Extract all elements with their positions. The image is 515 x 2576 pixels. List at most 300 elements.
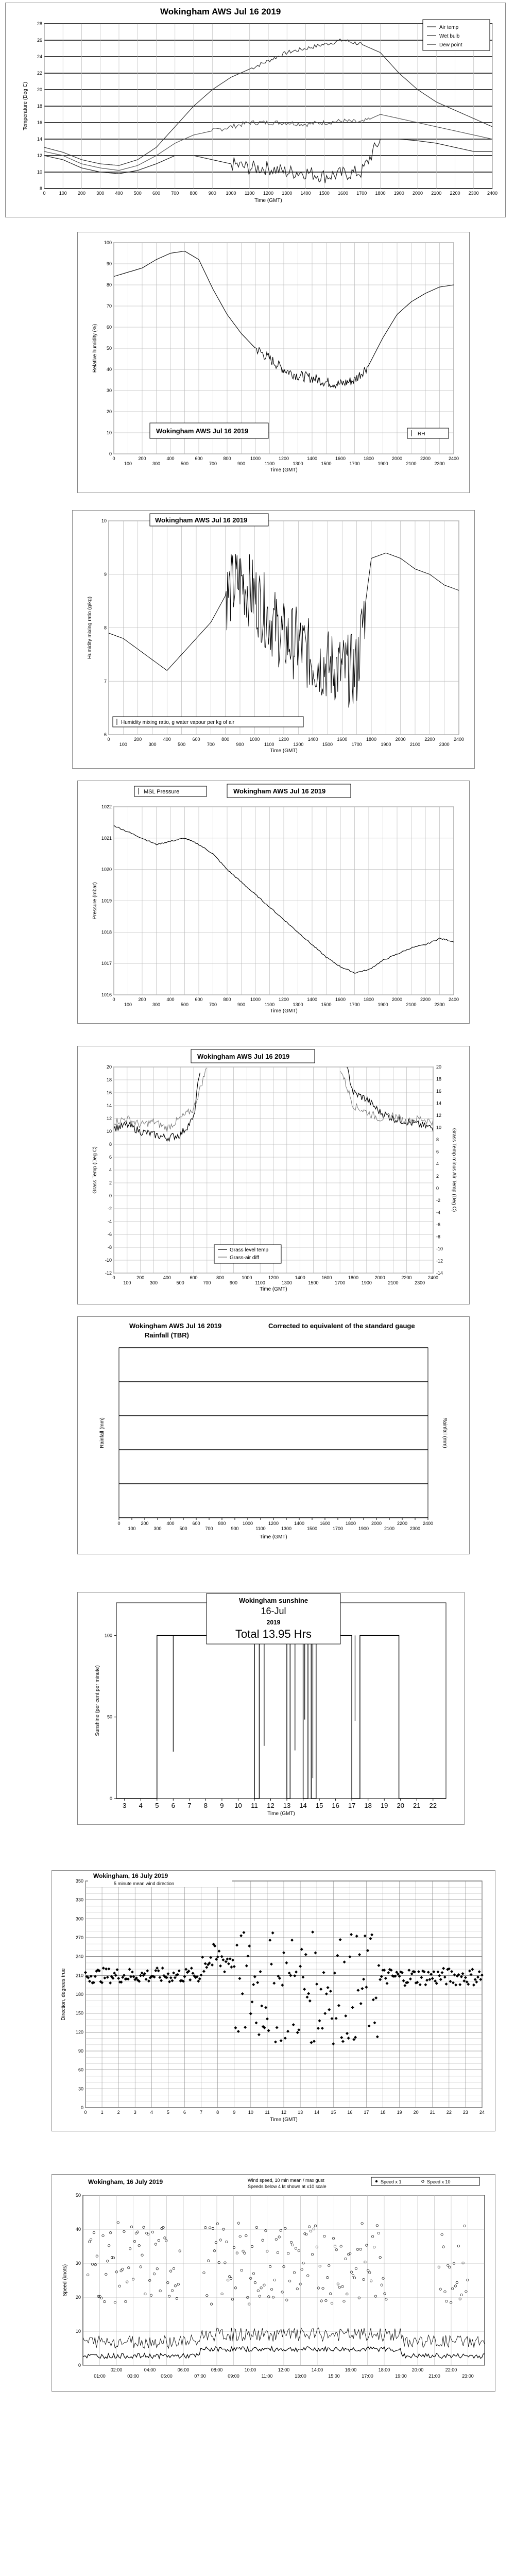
x-tick-label: 1400	[295, 1275, 305, 1280]
x-tick-label: 600	[190, 1275, 198, 1280]
y-tick-label: 0	[78, 2363, 81, 2368]
x-tick-label: 700	[209, 1002, 217, 1007]
y-axis-label: Humidity mixing ratio (g/kg)	[87, 596, 93, 659]
x-tick-label: 1300	[282, 191, 293, 196]
x-tick-label: 3	[133, 2110, 136, 2115]
x-tick-label: 1200	[278, 997, 289, 1002]
y2-tick-label: 18	[436, 1076, 442, 1082]
x-tick-label: 600	[192, 1521, 200, 1526]
y-tick-label: 12	[106, 1116, 112, 1121]
x-tick-label: 22:00	[445, 2367, 457, 2372]
x-tick-label: 1800	[348, 1275, 359, 1280]
x-tick-label: 1200	[278, 456, 289, 461]
y-tick-label: 0	[109, 1193, 112, 1198]
legend	[423, 20, 490, 50]
x-tick-label: 1700	[349, 461, 360, 466]
x-tick-label: 15:00	[328, 2374, 340, 2379]
x-tick-label: 20	[413, 2110, 419, 2115]
chart-title: Wokingham, 16 July 2019	[88, 2178, 163, 2185]
y-tick-label: 20	[37, 87, 42, 92]
x-tick-label: 800	[190, 191, 198, 196]
y2-tick-label: -14	[436, 1270, 443, 1276]
legend-entry: RH	[418, 431, 425, 437]
y2-tick-label: 2	[436, 1173, 439, 1179]
x-tick-label: 1100	[245, 191, 255, 196]
x-tick-label: 0	[112, 997, 115, 1002]
y2-axis-label: Rainfall (mm)	[442, 1417, 448, 1448]
sunshine-chart-panel	[77, 1592, 465, 1825]
y-tick-label: 330	[75, 1897, 83, 1903]
x-tick-label: 10	[248, 2110, 253, 2115]
y-tick-label: 180	[75, 1992, 83, 1997]
x-tick-label: 100	[124, 461, 132, 466]
x-tick-label: 600	[195, 456, 203, 461]
x-tick-label: 1400	[307, 737, 318, 742]
x-tick-label: 1000	[249, 737, 260, 742]
legend-entry: Humidity mixing ratio, g water vapour per kg of air	[121, 720, 235, 725]
y-axis-label: Pressure (mbar)	[92, 882, 98, 920]
x-tick-label: 2200	[401, 1275, 412, 1280]
x-tick-label: 18	[364, 1802, 372, 1809]
wind-speed-chart-panel	[52, 2174, 495, 2392]
y-tick-label: 7	[104, 679, 107, 684]
y-tick-label: 270	[75, 1935, 83, 1940]
x-tick-label: 1600	[337, 737, 348, 742]
x-tick-label: 1600	[337, 191, 349, 196]
legend-swatch	[375, 2180, 377, 2182]
x-tick-label: 10	[234, 1802, 242, 1809]
x-tick-label: 0	[43, 191, 46, 196]
x-tick-label: 1200	[263, 191, 274, 196]
x-tick-label: 20	[397, 1802, 404, 1809]
x-tick-label: 4	[150, 2110, 153, 2115]
y-tick-label: 70	[106, 303, 112, 309]
y-tick-label: 10	[37, 170, 42, 175]
rainfall-chart	[78, 1317, 469, 1554]
y-tick-label: 40	[106, 367, 112, 372]
pressure-chart	[78, 781, 469, 1023]
mixing-ratio-chart	[73, 511, 474, 768]
temperature-chart-panel	[5, 3, 506, 217]
y2-axis-label: Grass Temp minus Air Temp (Deg C)	[451, 1128, 457, 1212]
chart-title: Wokingham, 16 July 2019	[93, 1872, 168, 1879]
x-tick-label: 1300	[293, 742, 304, 747]
y-tick-label: 14	[106, 1103, 112, 1108]
y2-tick-label: 8	[436, 1137, 439, 1143]
x-tick-label: 1000	[250, 997, 261, 1002]
x-tick-label: 1900	[361, 1280, 372, 1285]
x-tick-label: 1100	[255, 1280, 265, 1285]
x-tick-label: 2400	[427, 1275, 439, 1280]
x-tick-label: 700	[203, 1280, 211, 1285]
x-tick-label: 2000	[391, 997, 403, 1002]
y-tick-label: 18	[37, 104, 42, 109]
x-tick-label: 100	[123, 1280, 131, 1285]
chart-title: Wokingham sunshine	[238, 1597, 308, 1604]
x-tick-label: 1500	[308, 1280, 319, 1285]
x-tick-label: 13	[283, 1802, 291, 1809]
x-tick-label: 12	[267, 1802, 274, 1809]
x-tick-label: 800	[216, 1275, 225, 1280]
x-tick-label: 1600	[321, 1275, 332, 1280]
x-tick-label: 1900	[393, 191, 404, 196]
x-tick-label: 6	[183, 2110, 186, 2115]
x-tick-label: 2200	[397, 1521, 408, 1526]
x-tick-label: 21:00	[428, 2374, 440, 2379]
x-tick-label: 16	[347, 2110, 353, 2115]
x-axis-label: Time (GMT)	[267, 1811, 295, 1817]
x-axis-label: Time (GMT)	[270, 748, 298, 754]
y2-tick-label: 6	[436, 1149, 439, 1155]
y-axis-label: Direction, degrees true	[61, 1968, 66, 2021]
x-tick-label: 300	[152, 1002, 161, 1007]
legend-entry: Grass level temp	[230, 1247, 269, 1253]
y2-tick-label: 16	[436, 1089, 442, 1094]
x-tick-label: 1400	[294, 1521, 305, 1526]
x-tick-label: 14	[314, 2110, 320, 2115]
x-tick-label: 2	[117, 2110, 120, 2115]
x-tick-label: 1300	[281, 1526, 292, 1531]
x-tick-label: 300	[149, 1280, 158, 1285]
y-tick-label: 210	[75, 1973, 83, 1978]
x-tick-label: 1700	[349, 1002, 360, 1007]
x-tick-label: 300	[148, 742, 157, 747]
y-tick-label: 26	[37, 38, 42, 43]
x-tick-label: 11	[251, 1802, 258, 1809]
y-tick-label: 16	[37, 120, 42, 125]
x-axis-label: Time (GMT)	[270, 467, 298, 473]
x-tick-label: 04:00	[144, 2367, 156, 2372]
x-tick-label: 16:00	[345, 2367, 357, 2372]
y-tick-label: 90	[78, 2048, 83, 2054]
x-tick-label: 08:00	[211, 2367, 223, 2372]
x-tick-label: 2400	[422, 1521, 434, 1526]
x-tick-label: 8	[203, 1802, 208, 1809]
x-tick-label: 300	[96, 191, 105, 196]
x-tick-label: 2000	[395, 737, 406, 742]
y-tick-label: 1021	[101, 835, 112, 841]
x-tick-label: 2200	[420, 456, 431, 461]
mixing-ratio-chart-panel	[72, 510, 475, 769]
x-tick-label: 13:00	[295, 2374, 306, 2379]
legend-entry: Air temp	[439, 25, 459, 30]
y-tick-label: 1017	[101, 961, 112, 967]
pressure-chart-panel	[77, 781, 470, 1024]
x-tick-label: 6	[171, 1802, 175, 1809]
y-tick-label: 80	[106, 282, 112, 287]
humidity-chart-panel	[77, 232, 470, 493]
x-tick-label: 1000	[242, 1521, 253, 1526]
x-tick-label: 1700	[335, 1280, 346, 1285]
x-tick-label: 8	[216, 2110, 219, 2115]
y-tick-label: 20	[106, 409, 112, 414]
y-tick-label: 100	[104, 1633, 112, 1638]
y-tick-label: 4	[109, 1167, 112, 1173]
x-axis-label: Time (GMT)	[260, 1534, 287, 1540]
x-tick-label: 2300	[409, 1526, 421, 1531]
legend-entry: Grass-air diff	[230, 1255, 260, 1261]
x-tick-label: 5	[166, 2110, 169, 2115]
y-tick-label: 100	[104, 240, 112, 245]
y-tick-label: -10	[105, 1258, 112, 1263]
x-tick-label: 11:00	[261, 2374, 273, 2379]
chart-total: Total 13.95 Hrs	[235, 1628, 312, 1640]
y-tick-label: 6	[104, 732, 107, 737]
y-tick-label: 0	[109, 1796, 112, 1801]
y-tick-label: 12	[37, 153, 42, 158]
y-tick-label: 8	[39, 186, 42, 191]
x-tick-label: 19:00	[395, 2374, 407, 2379]
y2-tick-label: 14	[436, 1100, 442, 1106]
x-tick-label: 2100	[384, 1526, 395, 1531]
x-tick-label: 07:00	[194, 2374, 206, 2379]
x-tick-label: 400	[163, 1275, 171, 1280]
y-tick-label: -12	[105, 1270, 112, 1276]
x-axis-label: Time (GMT)	[260, 1286, 287, 1292]
chart-date: 16-Jul	[261, 1606, 286, 1616]
y-tick-label: 2	[109, 1180, 112, 1185]
x-tick-label: 800	[223, 456, 231, 461]
y-tick-label: 9	[104, 571, 107, 577]
x-tick-label: 1100	[264, 1002, 275, 1007]
x-tick-label: 2300	[434, 461, 445, 466]
x-tick-label: 1100	[264, 461, 275, 466]
x-tick-label: 800	[223, 997, 231, 1002]
y-tick-label: 30	[106, 388, 112, 393]
y-tick-label: 50	[107, 1714, 112, 1720]
x-tick-label: 800	[221, 737, 230, 742]
x-tick-label: 1500	[321, 1002, 332, 1007]
x-tick-label: 2300	[439, 742, 450, 747]
x-tick-label: 20:00	[411, 2367, 424, 2372]
y-tick-label: 24	[37, 54, 42, 59]
y-tick-label: 20	[106, 1064, 112, 1070]
legend-entry: Wet bulb	[439, 33, 460, 39]
chart-subtitle: Rainfall (TBR)	[145, 1331, 189, 1339]
x-tick-label: 500	[176, 1280, 184, 1285]
x-tick-label: 300	[153, 1526, 162, 1531]
chart-title: Wokingham AWS Jul 16 2019	[156, 427, 249, 435]
x-tick-label: 2400	[448, 997, 459, 1002]
legend-entry: MSL Pressure	[144, 789, 180, 795]
y-tick-label: 18	[106, 1077, 112, 1082]
y-axis-label: Sunshine (per cent per minute)	[95, 1665, 100, 1736]
x-tick-label: 2100	[406, 461, 417, 466]
y-tick-label: -4	[107, 1219, 112, 1224]
x-tick-label: 800	[218, 1521, 226, 1526]
x-tick-label: 2000	[374, 1275, 385, 1280]
x-tick-label: 200	[141, 1521, 149, 1526]
y-tick-label: 90	[106, 261, 112, 266]
x-tick-label: 09:00	[228, 2374, 239, 2379]
y-tick-label: 10	[75, 2329, 81, 2334]
x-tick-label: 400	[166, 1521, 175, 1526]
rainfall-chart-panel	[77, 1316, 470, 1554]
x-tick-label: 2100	[409, 742, 421, 747]
y-tick-label: 1022	[101, 804, 112, 809]
x-tick-label: 7	[187, 1802, 192, 1809]
chart-subtitle: Wind speed, 10 min mean / max gust	[248, 2178, 324, 2183]
x-tick-label: 700	[171, 191, 179, 196]
x-tick-label: 1800	[363, 997, 374, 1002]
x-tick-label: 23:00	[462, 2374, 474, 2379]
x-tick-label: 900	[237, 1002, 246, 1007]
y2-tick-label: -4	[436, 1210, 441, 1215]
legend-box	[407, 428, 449, 438]
x-tick-label: 18:00	[378, 2367, 390, 2372]
legend-entry: Dew point	[439, 42, 462, 48]
wind-direction-chart-panel	[52, 1870, 495, 2131]
x-tick-label: 900	[208, 191, 216, 196]
x-tick-label: 22	[429, 1802, 437, 1809]
x-tick-label: 4	[139, 1802, 143, 1809]
x-tick-label: 1200	[268, 1275, 279, 1280]
x-tick-label: 900	[231, 1526, 239, 1531]
x-tick-label: 12:00	[278, 2367, 290, 2372]
x-tick-label: 19	[397, 2110, 402, 2115]
x-tick-label: 1300	[293, 1002, 303, 1007]
chart-subtitle: 5 minute mean wind direction	[114, 1881, 175, 1886]
x-tick-label: 1500	[322, 742, 333, 747]
y-tick-label: 0	[80, 2105, 83, 2110]
x-tick-label: 1400	[306, 456, 318, 461]
x-tick-label: 600	[192, 737, 200, 742]
x-tick-label: 2000	[371, 1521, 382, 1526]
x-tick-label: 700	[205, 1526, 213, 1531]
x-tick-label: 2300	[415, 1280, 425, 1285]
x-tick-label: 1100	[264, 742, 274, 747]
x-tick-label: 500	[133, 191, 142, 196]
x-tick-label: 1100	[255, 1526, 266, 1531]
x-tick-label: 2300	[468, 191, 479, 196]
x-tick-label: 2100	[388, 1280, 399, 1285]
chart-title: Wokingham AWS Jul 16 2019	[155, 516, 248, 524]
wind-direction-chart	[52, 1871, 495, 2131]
grass-temp-chart-panel	[77, 1046, 470, 1304]
x-axis-label: Time (GMT)	[270, 1008, 298, 1014]
y-tick-label: -8	[107, 1245, 112, 1250]
x-tick-label: 100	[59, 191, 67, 196]
x-tick-label: 1900	[377, 1002, 388, 1007]
x-tick-label: 700	[209, 461, 217, 466]
y2-tick-label: -8	[436, 1234, 441, 1240]
x-tick-label: 2000	[391, 456, 403, 461]
x-tick-label: 1600	[335, 997, 346, 1002]
x-tick-label: 9	[220, 1802, 224, 1809]
x-tick-label: 9	[233, 2110, 236, 2115]
x-tick-label: 1700	[332, 1526, 344, 1531]
x-tick-label: 24	[479, 2110, 485, 2115]
x-tick-label: 400	[115, 191, 123, 196]
x-tick-label: 200	[138, 456, 146, 461]
x-tick-label: 2200	[420, 997, 431, 1002]
x-tick-label: 2200	[424, 737, 435, 742]
x-axis-label: Time (GMT)	[254, 198, 282, 204]
x-tick-label: 14	[299, 1802, 307, 1809]
x-tick-label: 15	[315, 1802, 323, 1809]
x-tick-label: 600	[195, 997, 203, 1002]
x-tick-label: 21	[430, 2110, 435, 2115]
y-tick-label: 120	[75, 2029, 83, 2035]
y-axis-label: Relative humidity (%)	[92, 324, 98, 373]
y-tick-label: 150	[75, 2010, 83, 2016]
y2-tick-label: -10	[436, 1246, 443, 1251]
temperature-chart	[6, 3, 505, 217]
x-tick-label: 100	[119, 742, 127, 747]
y-tick-label: 1020	[101, 867, 112, 872]
x-tick-label: 400	[166, 456, 175, 461]
x-tick-label: 13	[298, 2110, 303, 2115]
y-tick-label: 10	[106, 1129, 112, 1134]
x-tick-label: 500	[179, 1526, 187, 1531]
y2-tick-label: 10	[436, 1125, 442, 1130]
x-axis-label: Time (GMT)	[270, 2117, 298, 2123]
y-tick-label: 50	[75, 2193, 81, 2198]
x-tick-label: 1000	[250, 456, 261, 461]
chart-title: Wokingham AWS Jul 16 2019	[129, 1322, 222, 1330]
x-tick-label: 1500	[319, 191, 330, 196]
x-tick-label: 18	[380, 2110, 386, 2115]
x-tick-label: 1300	[281, 1280, 292, 1285]
x-tick-label: 0	[117, 1521, 121, 1526]
x-tick-label: 16	[332, 1802, 339, 1809]
legend-entry: Speed x 10	[427, 2179, 451, 2184]
x-tick-label: 17	[364, 2110, 369, 2115]
y-tick-label: 14	[37, 137, 42, 142]
x-tick-label: 600	[152, 191, 161, 196]
y-tick-label: 1018	[101, 929, 112, 935]
x-tick-label: 700	[207, 742, 215, 747]
y-tick-label: 30	[75, 2261, 81, 2266]
y-axis-label: Rainfall (mm)	[99, 1417, 105, 1448]
x-tick-label: 23	[462, 2110, 468, 2115]
y-tick-label: 16	[106, 1090, 112, 1095]
wind-speed-chart	[52, 2175, 495, 2391]
x-tick-label: 1900	[381, 742, 391, 747]
x-tick-label: 400	[163, 737, 171, 742]
y-tick-label: -6	[107, 1232, 112, 1237]
y-tick-label: 8	[104, 625, 107, 631]
x-tick-label: 100	[124, 1002, 132, 1007]
x-tick-label: 0	[112, 456, 115, 461]
y2-tick-label: -2	[436, 1197, 441, 1203]
x-tick-label: 2400	[448, 456, 459, 461]
x-tick-label: 2100	[431, 191, 442, 196]
x-tick-label: 1800	[375, 191, 386, 196]
x-tick-label: 17:00	[362, 2374, 373, 2379]
y-axis-label: Temperature (Deg C)	[23, 82, 28, 130]
x-tick-label: 1000	[242, 1275, 252, 1280]
x-tick-label: 900	[236, 742, 244, 747]
x-tick-label: 17	[348, 1802, 356, 1809]
x-tick-label: 200	[77, 191, 86, 196]
x-tick-label: 900	[237, 461, 246, 466]
x-tick-label: 01:00	[94, 2374, 106, 2379]
y2-tick-label: -6	[436, 1222, 441, 1227]
x-tick-label: 1000	[226, 191, 236, 196]
y-axis-label: Speed (knots)	[62, 2264, 68, 2297]
x-tick-label: 1500	[306, 1526, 318, 1531]
chart-title: Wokingham AWS Jul 16 2019	[197, 1053, 290, 1060]
x-tick-label: 06:00	[177, 2367, 190, 2372]
y-tick-label: 60	[78, 2067, 83, 2073]
chart-subtitle: Speeds below 4 kt shown at x10 scale	[248, 2184, 327, 2189]
x-tick-label: 1900	[358, 1526, 369, 1531]
x-tick-label: 0	[107, 737, 110, 742]
y-tick-label: 10	[101, 518, 107, 523]
y-tick-label: 10	[106, 430, 112, 435]
x-tick-label: 1600	[319, 1521, 331, 1526]
